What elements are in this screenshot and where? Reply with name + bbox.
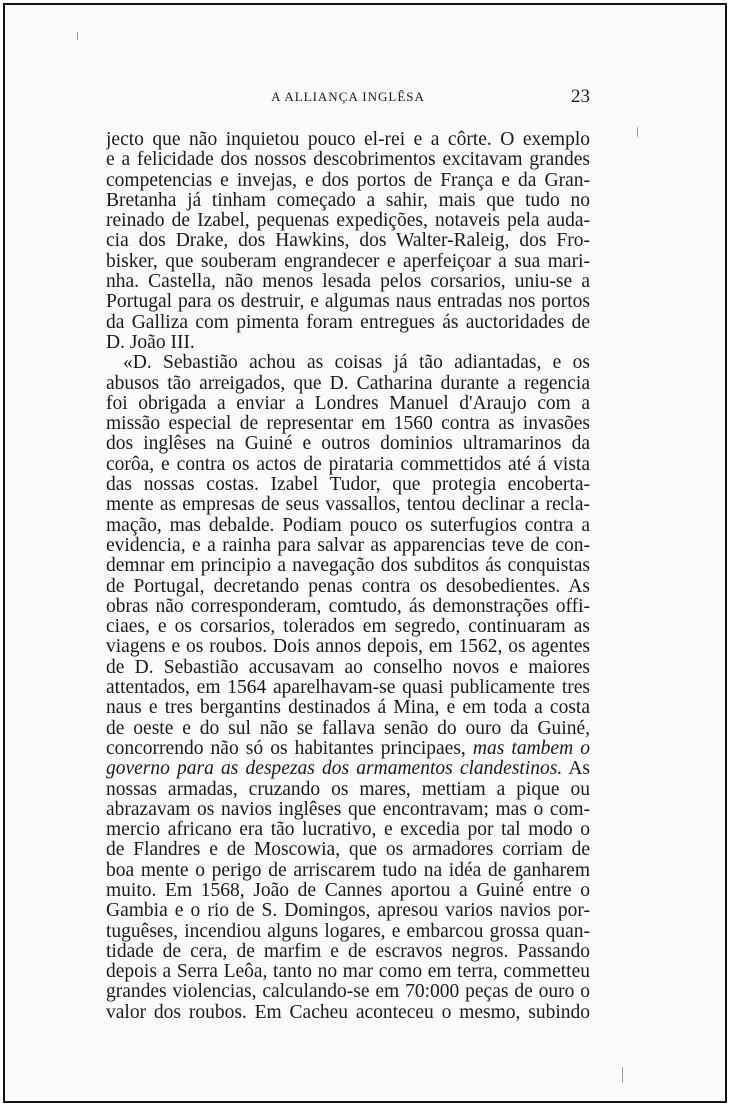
text-line (106, 353, 590, 373)
text-line (106, 861, 590, 881)
text-line (106, 759, 590, 779)
text-line-content: cia dos Drake, dos Hawkins, dos Walter-Raleig, dos Fro- (106, 231, 590, 252)
text-line-content: mação, mas debalde. Podiam pouco os suterfugios contra a (106, 515, 590, 536)
running-title: A ALLIANÇA INGLÊSA (271, 89, 425, 104)
text-line-content: de D. Sebastião accusavam ao conselho novos e maiores (106, 657, 590, 678)
italic-phrase: governo para as despezas dos armamentos clandestinos. (106, 759, 563, 780)
text-line (106, 191, 590, 211)
text-line-content: grandes violencias, calculando-se em 70:000 peças de ouro o (106, 982, 590, 1003)
text-line (106, 637, 590, 657)
text-line-content: tuguêses, incendiou alguns logares, e embarcou grossa quan- (106, 921, 590, 942)
text-line (106, 658, 590, 678)
text-line (106, 617, 590, 637)
text-line-content: jecto que não inquietou pouco el-rei e a côrte. O exemplo (106, 130, 590, 150)
text-line (106, 780, 590, 800)
text-line-content: tidade de cera, de marfim e de escravos negros. Passando (106, 941, 590, 962)
text-line-content: concorrendo não só os habitantes principaes, (106, 738, 466, 759)
text-line (106, 292, 590, 312)
text-line-content: ciaes, e os corsarios, tolerados em segredo, continuaram as (106, 617, 590, 638)
text-line-content: nossas armadas, cruzando os mares, mettiam a pique ou (106, 779, 590, 800)
text-line-content: viagens e os roubos. Dois annos depois, em 1562, os agentes (106, 637, 590, 658)
text-line (106, 231, 590, 251)
text-line-content: competencias e invejas, e dos portos de França e da Gran- (106, 170, 590, 191)
text-line (106, 597, 590, 617)
scan-mark (622, 1067, 623, 1083)
text-line-content: evidencia, e a rainha para salvar as apparencias teve de con- (106, 535, 590, 556)
text-line (106, 414, 590, 434)
text-line (106, 922, 590, 942)
text-line-content: bisker, que souberam engrandecer e aperfeiçoar a sua mari- (106, 251, 590, 272)
text-line-content: demnar em principio a navegação dos subditos ás conquistas (106, 556, 590, 577)
text-line (106, 313, 590, 333)
text-line-content: D. João III. (106, 332, 195, 353)
text-line (106, 739, 590, 759)
text-line (106, 434, 590, 454)
text-line (106, 719, 590, 739)
text-line (106, 942, 590, 962)
page-number: 23 (571, 86, 590, 107)
text-line-content: Gambia e o rio de S. Domingos, apresou varios navios por- (106, 901, 590, 922)
text-line (106, 475, 590, 495)
text-line-content: mercio africano era tão lucrativo, e excedia por tal modo o (106, 820, 590, 841)
text-line-content: naus e tres bergantins destinados á Mina, e em toda a costa (106, 698, 590, 719)
text-line (106, 536, 590, 556)
text-line-content: de Flandres e de Moscowia, que os armadores corriam de (106, 840, 590, 861)
text-line (106, 577, 590, 597)
text-line (106, 800, 590, 820)
text-line-content: corôa, e contra os actos de pirataria commettidos até á vista (106, 454, 590, 475)
text-line-content: obras não corresponderam, comtudo, ás demonstrações offi- (106, 596, 590, 617)
text-line-content: depois a Serra Leôa, tanto no mar como em terra, commetteu (106, 962, 590, 983)
text-line-content: dos inglêses na Guiné e outros dominios ultramarinos da (106, 434, 590, 455)
text-line (106, 374, 590, 394)
text-line-content: da Galliza com pimenta foram entregues ás auctoridades de (106, 312, 590, 333)
text-line-content: Bretanha já tinham começado a sahir, mais que tudo no (106, 190, 590, 211)
text-line (106, 982, 590, 1002)
text-line (106, 698, 590, 718)
text-line (106, 840, 590, 860)
text-line-content: das nossas costas. Izabel Tudor, que protegia encoberta- (106, 475, 590, 496)
text-line (106, 901, 590, 921)
text-line (106, 171, 590, 191)
text-line-content: nha. Castella, não menos lesada pelos corsarios, uniu-se a (106, 272, 590, 293)
text-line (106, 130, 590, 150)
text-line-content: abusos tão arreigados, que D. Catharina durante a regencia (106, 373, 590, 394)
scan-mark (637, 127, 638, 137)
text-line-content: abrazavam os navios inglêses que encontravam; mas o com- (106, 799, 590, 820)
text-line-content: de oeste e do sul não se fallava senão do ouro da Guiné, (106, 718, 590, 739)
text-line (106, 516, 590, 536)
body-text (106, 130, 590, 1023)
text-line (106, 881, 590, 901)
text-line (106, 820, 590, 840)
text-line (106, 150, 590, 170)
text-line (106, 962, 590, 982)
text-line-content: e a felicidade dos nossos descobrimentos excitavam grandes (106, 150, 590, 171)
text-line-content: valor dos roubos. Em Cacheu aconteceu o mesmo, subindo (106, 1002, 590, 1023)
text-line (106, 1003, 590, 1023)
text-line (106, 252, 590, 272)
text-line-content: mente as empresas de seus vassallos, tentou declinar a recla- (106, 495, 590, 516)
text-line (106, 211, 590, 231)
text-line (106, 272, 590, 292)
text-line (106, 333, 590, 353)
text-line-content: missão especial de representar em 1560 contra as invasões (106, 414, 590, 435)
text-line (106, 455, 590, 475)
text-line (106, 495, 590, 515)
text-line-content: As (568, 759, 590, 780)
text-line-content: de Portugal, decretando penas contra os desobedientes. As (106, 576, 590, 597)
text-line (106, 678, 590, 698)
text-line-content: «D. Sebastião achou as coisas já tão adiantadas, e os (123, 353, 590, 374)
text-line-content: muito. Em 1568, João de Cannes aportou a Guiné entre o (106, 880, 590, 901)
text-line-content: boa mente o perigo de arriscarem tudo na idéa de ganharem (106, 860, 590, 881)
italic-phrase: mas tambem o (472, 738, 590, 759)
scan-mark (77, 32, 78, 40)
page-header (106, 86, 590, 112)
text-line-content: Portugal para os destruir, e algumas naus entradas nos portos (106, 292, 590, 313)
text-line-content: attentados, em 1564 aparelhavam-se quasi publicamente tres (106, 678, 590, 699)
text-line (106, 394, 590, 414)
text-line-content: reinado de Izabel, pequenas expedições, notaveis pela auda- (106, 211, 590, 232)
text-line-content: foi obrigada a enviar a Londres Manuel d'Araujo com a (106, 393, 590, 414)
text-line (106, 556, 590, 576)
